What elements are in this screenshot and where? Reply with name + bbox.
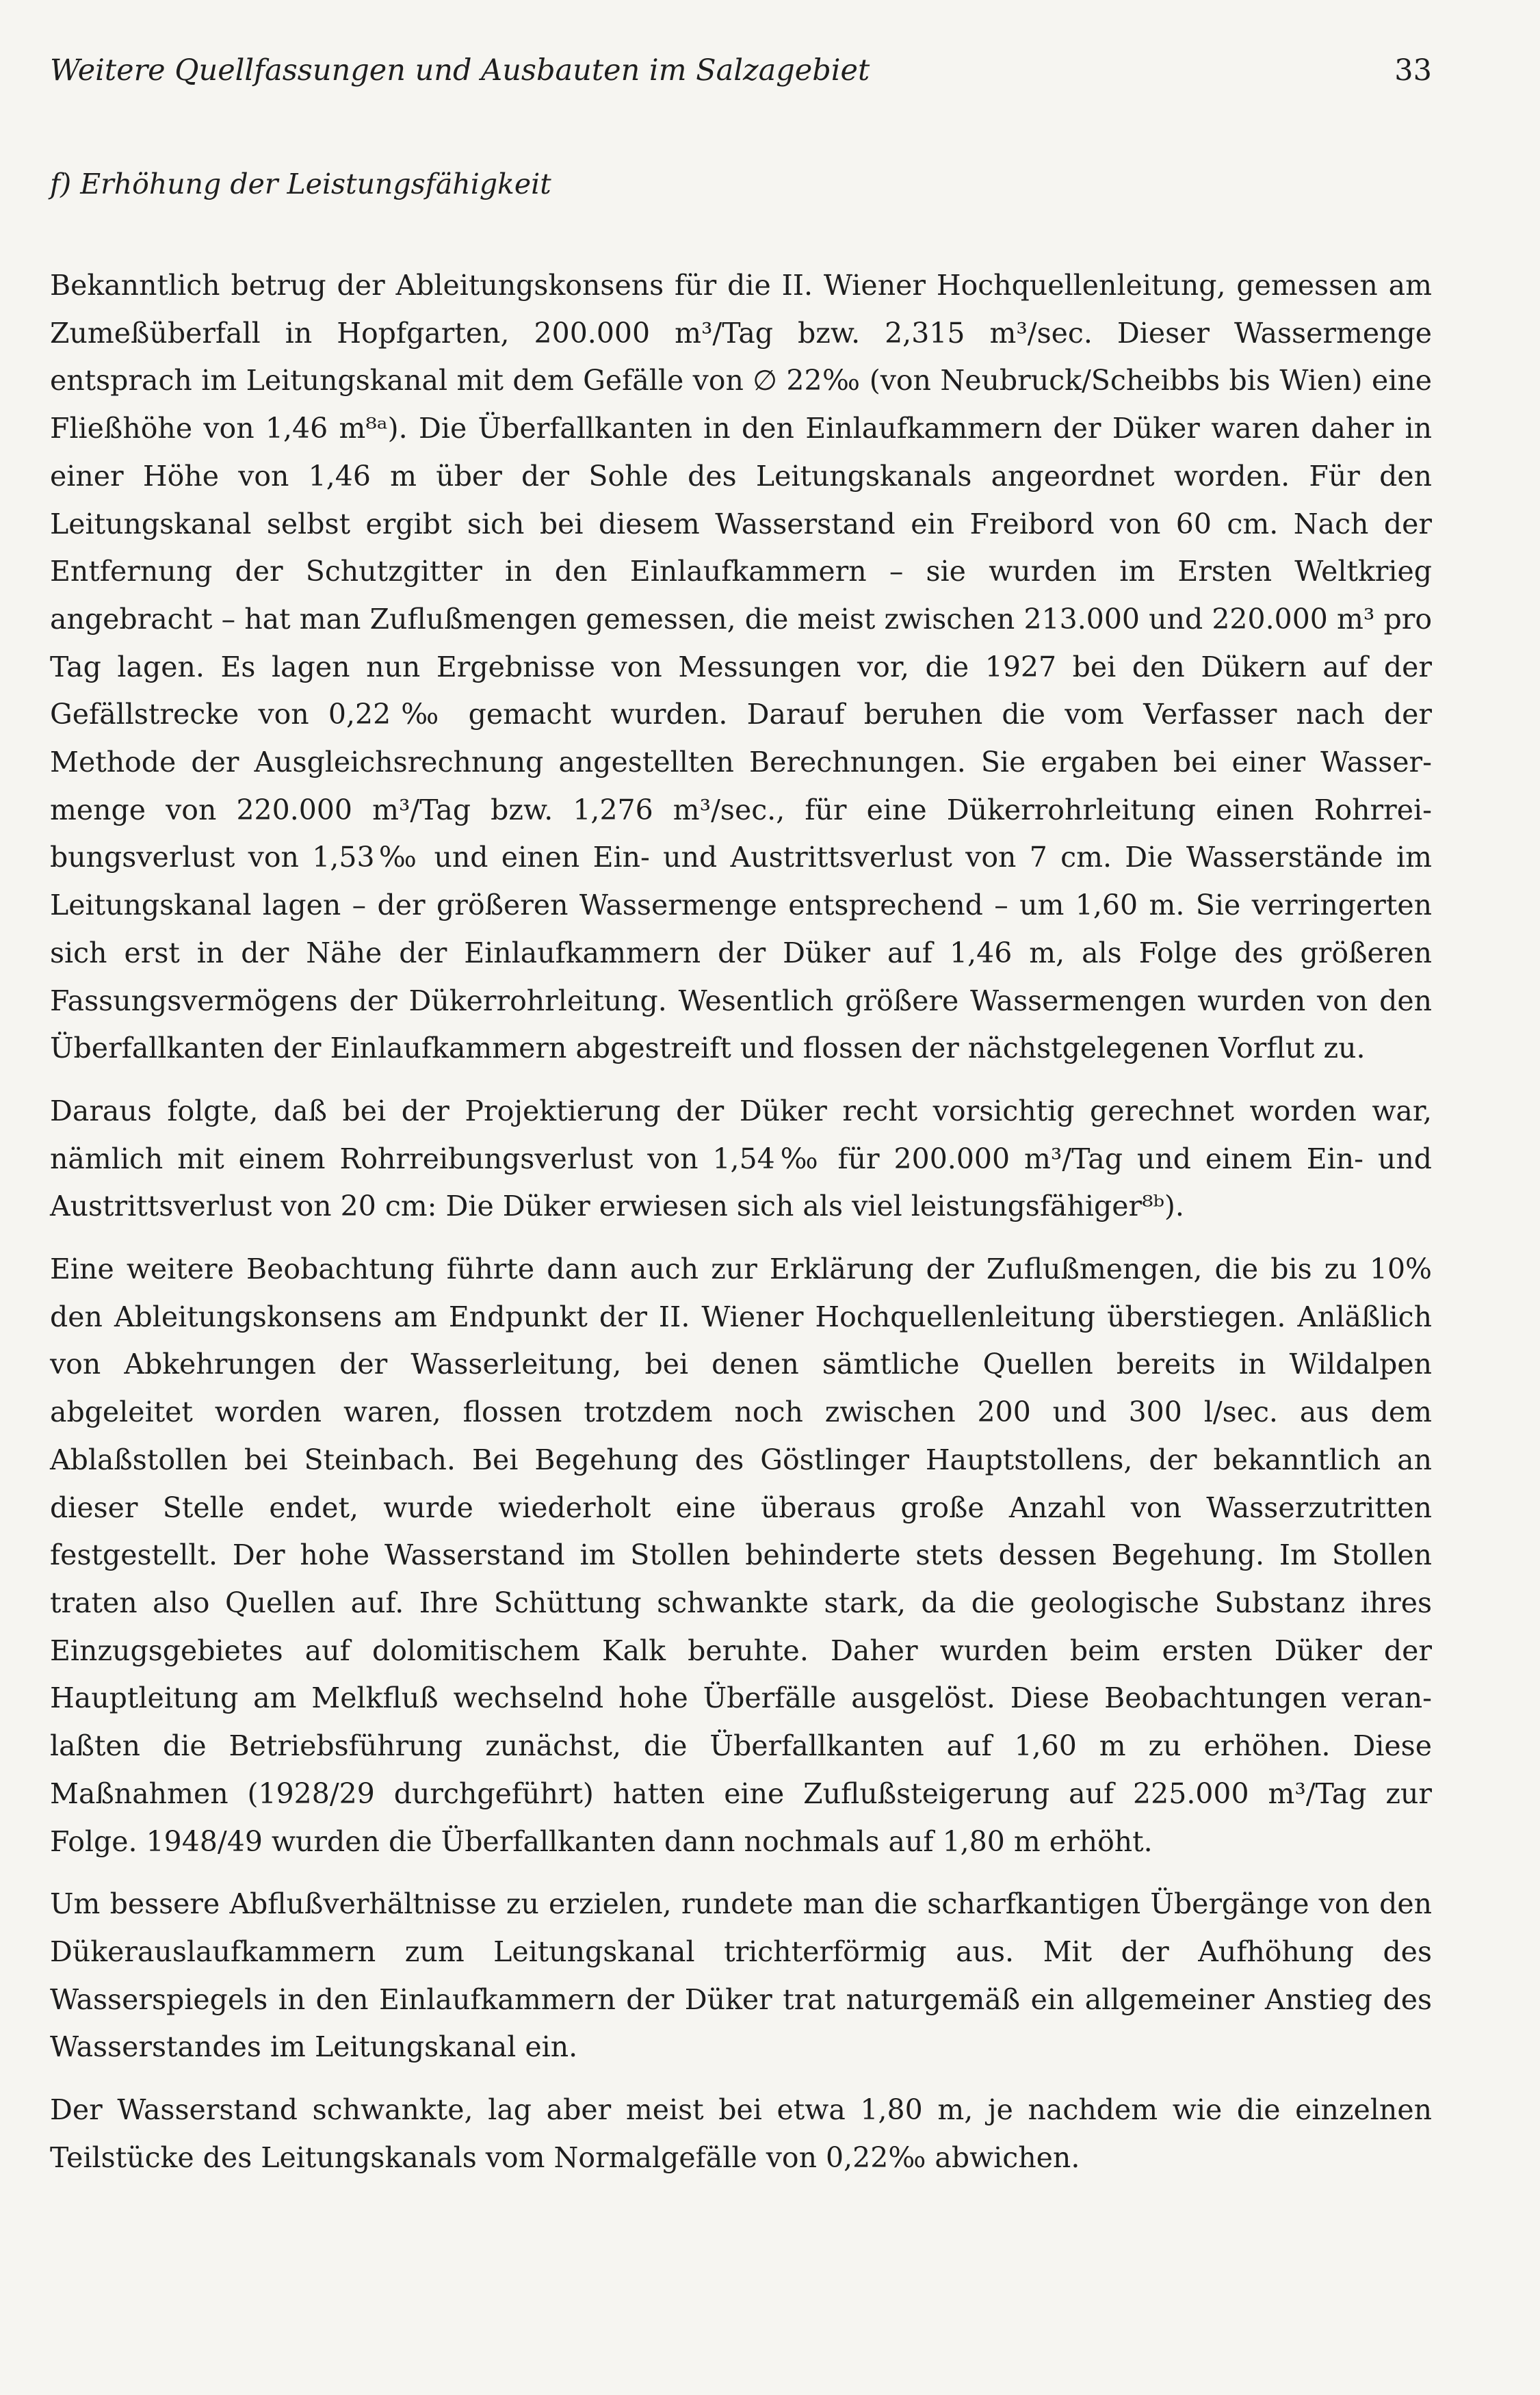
body-text — [50, 262, 1432, 2197]
paragraph: Daraus folgte, daß bei der Projektierung der Düker recht vorsichtig gerechnet worden war, nämlich mit einem Rohrreibungsverlust von 1,54‰ für 200.000 m³/Tag und einem Ein- und Austrittsverlust von 20 cm: Die Düker erwiesen sich als viel leistungsfähiger⁸ᵇ). — [50, 1094, 1432, 1223]
paragraph: Um bessere Abflußverhältnisse zu erzielen, rundete man die scharfkantigen Übergänge von den Dükerauslaufkammern zum Leitungskanal trichterförmig aus. Mit der Aufhöhung des Wasserspiegels in den Einlaufkammern der Düker trat naturgemäß ein allgemeiner Anstieg des Wasserstandes im Leitungskanal ein. — [50, 1887, 1432, 2064]
running-head — [50, 53, 1432, 101]
paragraph: Der Wasserstand schwankte, lag aber meist bei etwa 1,80 m, je nachdem wie die einzelnen Teilstücke des Leitungskanals vom Normalgefälle von 0,22‰ abwichen. — [50, 2093, 1432, 2174]
paragraph: Bekanntlich betrug der Ableitungskonsens für die II. Wiener Hochquellenleitung, gemessen am Zumeßüberfall in Hopfgarten, 200.000 m³/Tag bzw. 2,315 m³/sec. Dieser Wassermenge entsprach im Leitungskanal mit dem Gefälle von ∅ 22‰ (von Neubruck/Scheibbs bis Wien) eine Fließhöhe von 1,46 m⁸ᵃ). Die Überfallkanten in den Einlaufkammern der Düker waren daher in einer Höhe von 1,46 m über der Sohle des Leitungskanals angeordnet worden. Für den Leitungskanal selbst ergibt sich bei diesem Wasserstand ein Freibord von 60 cm. Nach der Entfernung der Schutzgitter in den Einlaufkammern – sie wurden im Ersten Weltkrieg angebracht – hat man Zuflußmengen gemessen, die meist zwischen 213.000 und 220.000 m³ pro Tag lagen. Es lagen nun Ergebnisse von Messungen vor, die 1927 bei den Dükern auf der Gefällstrecke von 0,22‰ gemacht wurden. Darauf beruhen die vom Verfasser nach der Methode der Ausgleichsrechnung angestellten Berechnungen. Sie ergaben bei einer Wassermenge von 220.000 m³/Tag bzw. 1,276 m³/sec., für eine Dükerrohrleitung einen Rohrreibungsverlust von 1,53‰ und einen Ein- und Austrittsverlust von 7 cm. Die Wasserstände im Leitungskanal lagen – der größeren Wassermenge entsprechend – um 1,60 m. Sie verringerten sich erst in der Nähe der Einlaufkammern der Düker auf 1,46 m, als Folge des größeren Fassungsvermögens der Dükerrohrleitung. Wesentlich größere Wassermengen wurden von den Überfallkanten der Einlaufkammern abgestreift und flossen der nächstgelegenen Vorflut zu. — [50, 269, 1432, 1065]
page-number: 33 — [1394, 53, 1432, 88]
running-title: Weitere Quellfassungen und Ausbauten im Salzagebiet — [50, 53, 870, 88]
paragraph: Eine weitere Beobachtung führte dann auch zur Erklärung der Zuflußmengen, die bis zu 10% den Ableitungskonsens am Endpunkt der II. Wiener Hochquellenleitung überstiegen. Anläßlich von Abkehrungen der Wasserleitung, bei denen sämtliche Quellen bereits in Wildalpen abgeleitet worden waren, flossen trotzdem noch zwischen 200 und 300 l/sec. aus dem Ablaßstollen bei Steinbach. Bei Begehung des Göstlinger Hauptstollens, der bekanntlich an dieser Stelle endet, wurde wiederholt eine überaus große Anzahl von Wasserzutritten festgestellt. Der hohe Wasserstand im Stollen behinderte stets dessen Begehung. Im Stollen traten also Quellen auf. Ihre Schüttung schwankte stark, da die geologische Substanz ihres Einzugsgebietes auf dolomitischem Kalk beruhte. Daher wurden beim ersten Düker der Hauptleitung am Melkfluß wechselnd hohe Überfälle ausgelöst. Diese Beobachtungen veranlaßten die Betriebsführung zunächst, die Überfallkanten auf 1,60 m zu erhöhen. Diese Maßnahmen (1928/29 durchgeführt) hatten eine Zuflußsteigerung auf 225.000 m³/Tag zur Folge. 1948/49 wurden die Überfallkanten dann nochmals auf 1,80 m erhöht. — [50, 1253, 1432, 1858]
section-heading: f) Erhöhung der Leistungsfähigkeit — [50, 168, 551, 200]
